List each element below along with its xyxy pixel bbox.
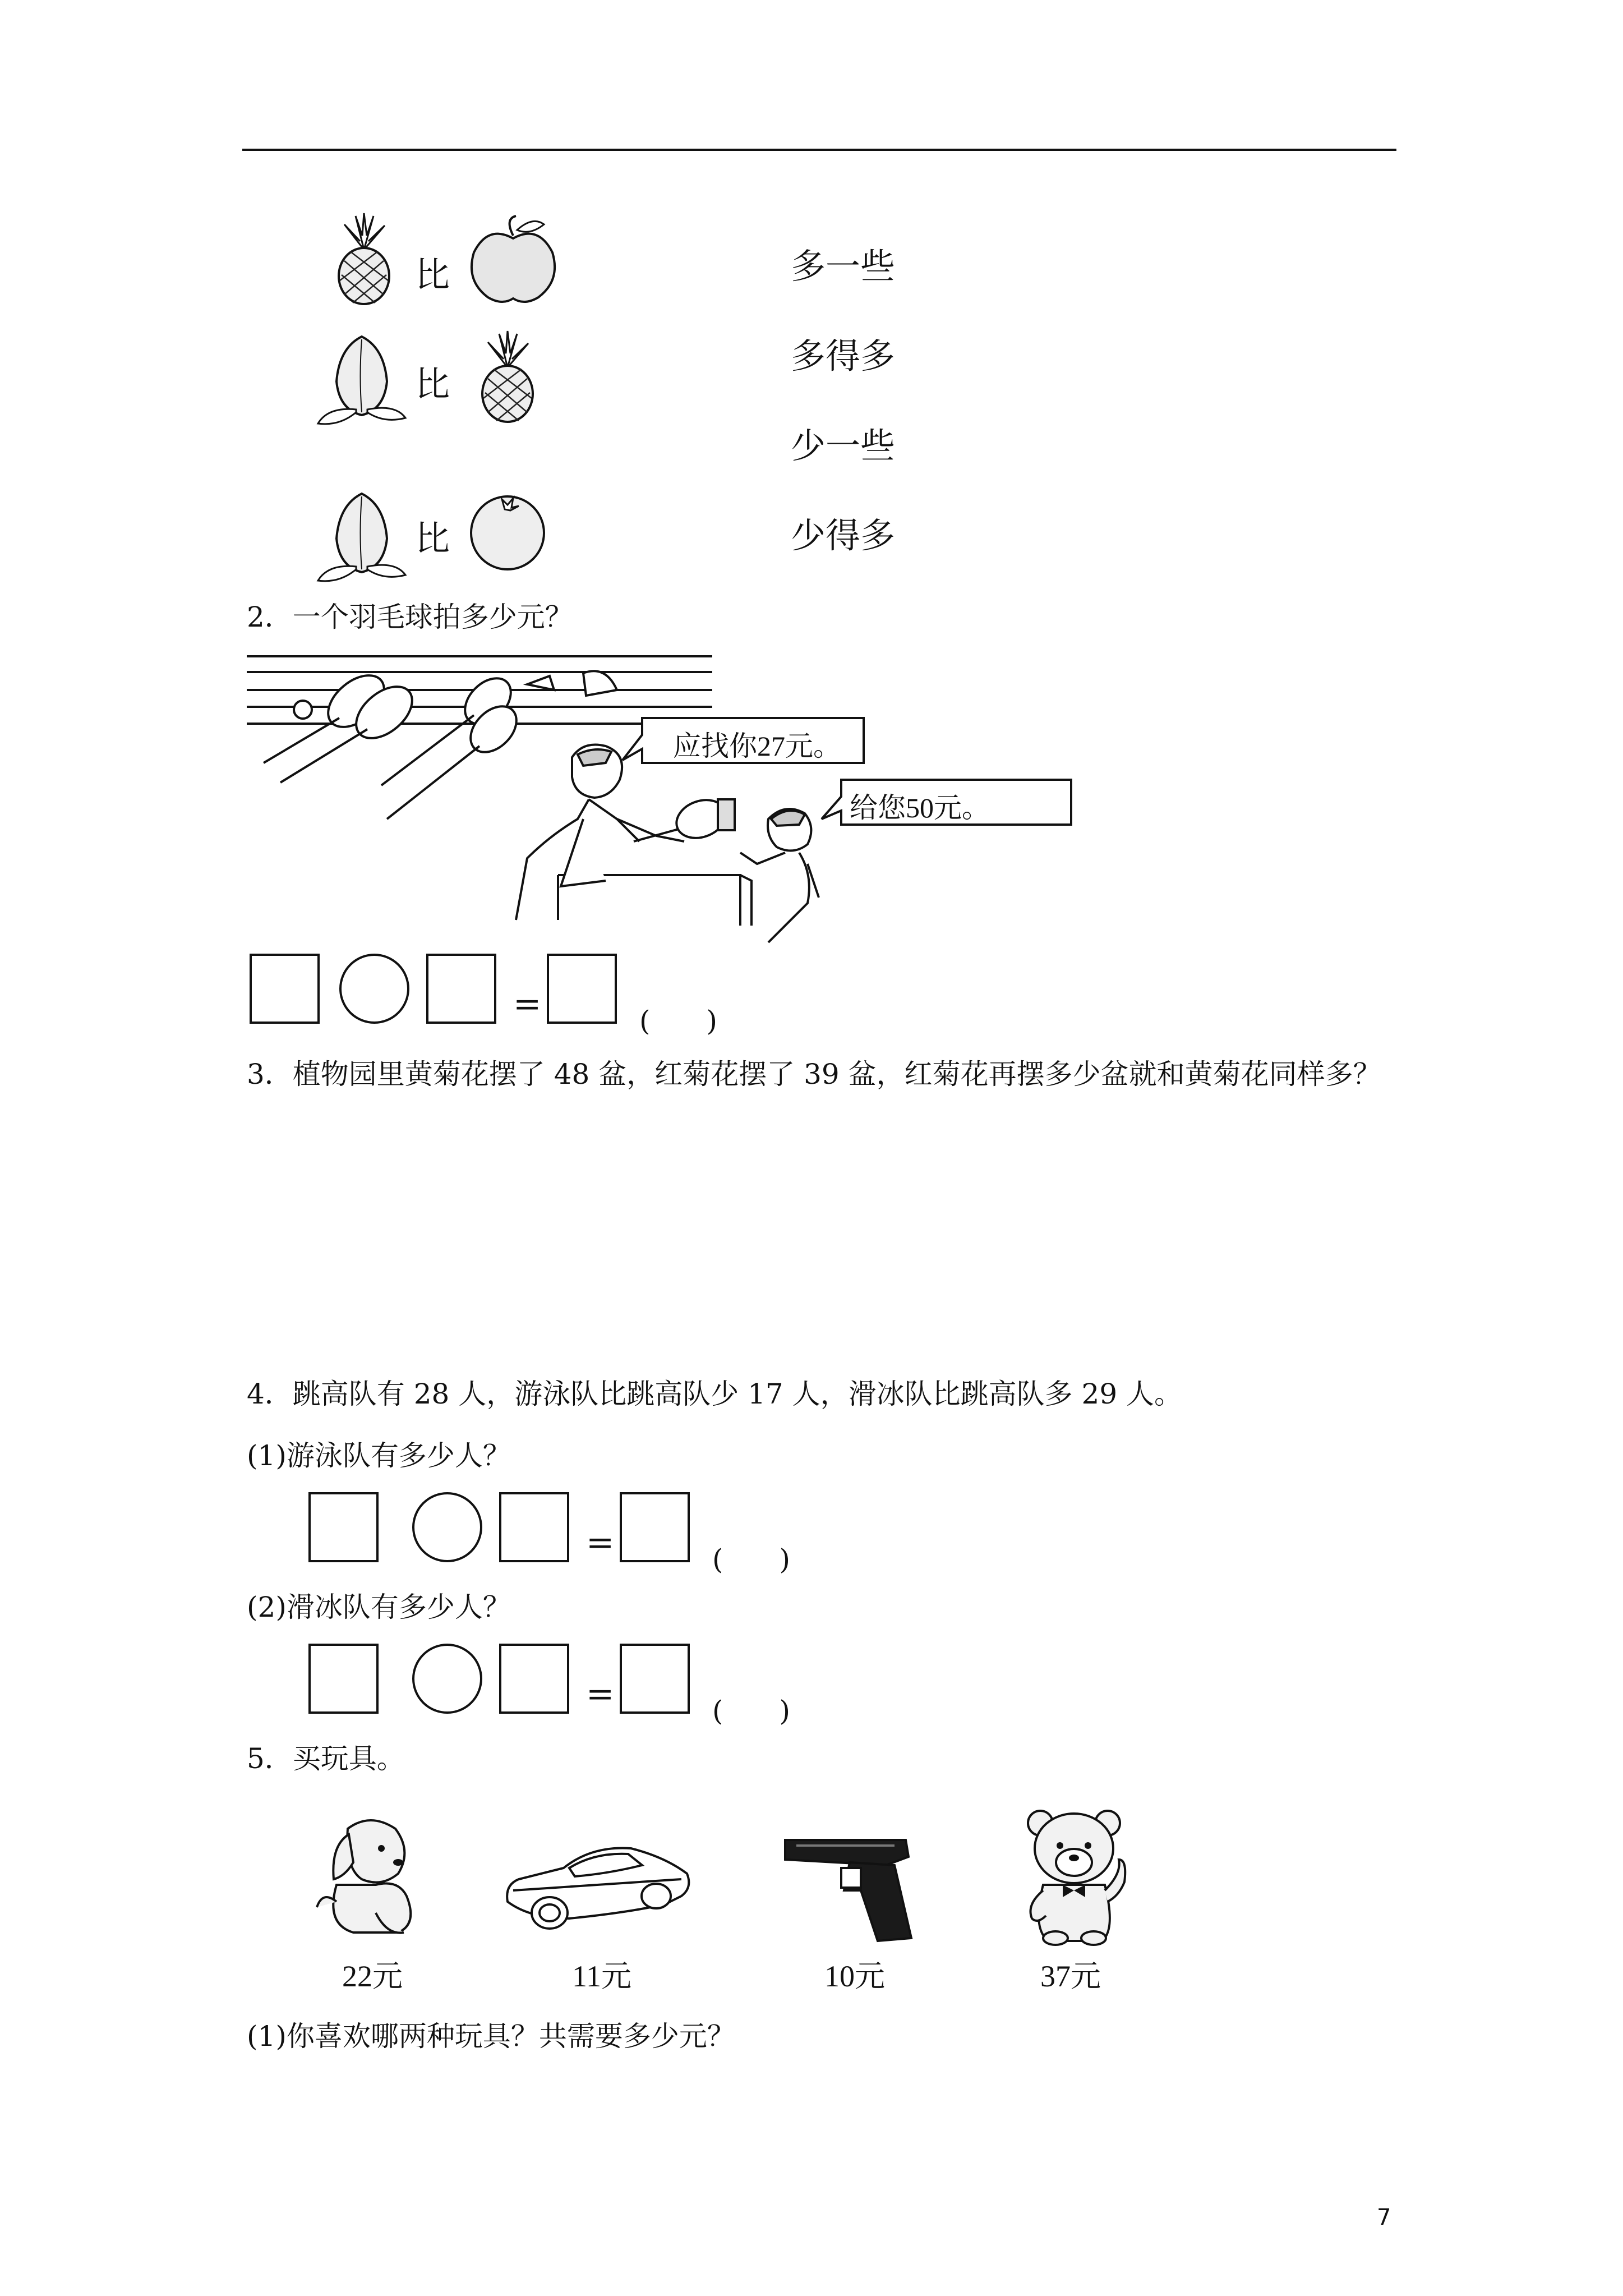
option-label: 多一些 xyxy=(791,246,896,287)
operator-circle[interactable] xyxy=(412,1492,482,1562)
peach-icon xyxy=(317,325,407,426)
answer-box[interactable] xyxy=(620,1492,690,1562)
answer-box[interactable] xyxy=(308,1492,379,1562)
answer-box[interactable] xyxy=(308,1644,379,1714)
operator-circle[interactable] xyxy=(339,954,409,1024)
answer-box[interactable] xyxy=(499,1644,569,1714)
answer-box[interactable] xyxy=(620,1644,690,1714)
apple-icon xyxy=(465,213,561,306)
orange-icon xyxy=(465,488,550,572)
compare-bi-1: 比 xyxy=(415,254,450,295)
toy-price: 10元 xyxy=(824,1959,885,1993)
equals-sign: = xyxy=(513,984,542,1024)
boy-speech-bubble: 给您50元。 xyxy=(850,792,990,823)
page-number: 7 xyxy=(1377,2205,1391,2230)
question-4-title: 4．跳高队有 28 人，游泳队比跳高队少 17 人，滑冰队比跳高队多 29 人。 xyxy=(247,1378,1183,1410)
answer-box[interactable] xyxy=(426,954,496,1024)
dog-icon xyxy=(314,1812,426,1941)
question-5-sub-1: (1)你喜欢哪两种玩具？共需要多少元？ xyxy=(247,2020,735,2053)
question-4-sub-2: (2)滑冰队有多少人？ xyxy=(247,1591,511,1623)
pistol-icon xyxy=(782,1834,928,1947)
compare-bi-2: 比 xyxy=(415,364,450,404)
header-rule xyxy=(242,149,1396,151)
toy-price: 37元 xyxy=(1040,1959,1101,1993)
answer-box[interactable] xyxy=(499,1492,569,1562)
answer-box[interactable] xyxy=(250,954,320,1024)
option-label: 少得多 xyxy=(791,515,896,556)
operator-circle[interactable] xyxy=(412,1644,482,1714)
unit-blank[interactable]: ( ) xyxy=(712,1695,791,1727)
equals-sign: = xyxy=(586,1523,615,1562)
pineapple-icon xyxy=(477,331,538,424)
compare-bi-3: 比 xyxy=(415,518,450,559)
unit-blank[interactable]: ( ) xyxy=(712,1543,791,1576)
car-icon xyxy=(502,1834,693,1935)
unit-blank[interactable]: ( ) xyxy=(639,1005,718,1037)
equals-sign: = xyxy=(586,1674,615,1714)
option-label: 多得多 xyxy=(791,335,896,376)
seller-speech-bubble: 应找你27元。 xyxy=(673,730,841,762)
toy-price: 11元 xyxy=(572,1959,631,1993)
question-5-title: 5．买玩具。 xyxy=(247,1742,405,1775)
answer-box[interactable] xyxy=(547,954,617,1024)
question-2-title: 2．一个羽毛球拍多少元？ xyxy=(247,601,573,633)
option-label: 少一些 xyxy=(791,425,896,466)
peach-icon xyxy=(317,482,407,583)
teddy-bear-icon xyxy=(1021,1806,1133,1947)
question-4-sub-1: (1)游泳队有多少人？ xyxy=(247,1439,511,1472)
pineapple-icon xyxy=(333,213,395,306)
question-3-title: 3．植物园里黄菊花摆了 48 盆，红菊花摆了 39 盆，红菊花再摆多少盆就和黄菊花同样多？ xyxy=(247,1058,1381,1091)
toy-price: 22元 xyxy=(342,1959,403,1993)
